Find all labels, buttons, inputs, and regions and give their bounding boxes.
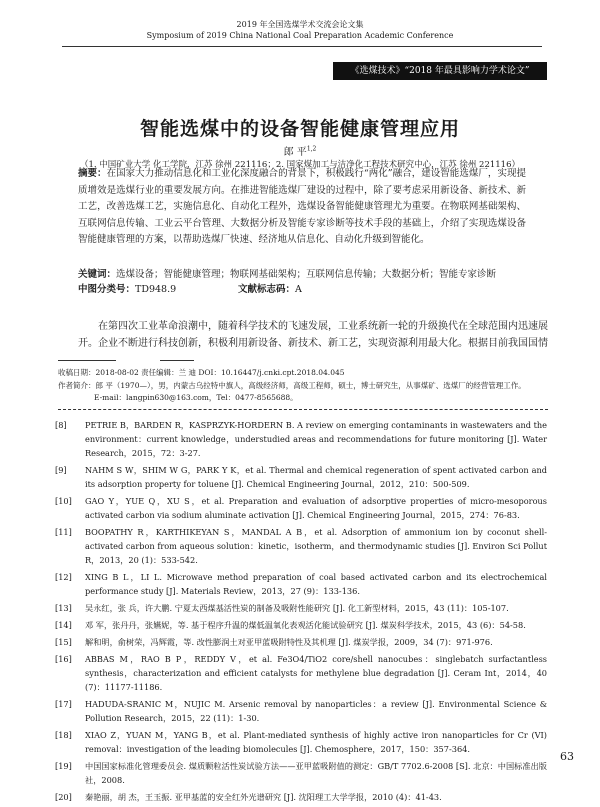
- running-header-en: Symposium of 2019 China National Coal Preparation Academic Conference: [146, 31, 454, 40]
- reference-item: [55, 463, 547, 491]
- reference-text: 秦艳丽，胡 杰，王玉振. 亚甲基蓝的安全红外光谱研究 [J]. 沈阳理工大学学报，2010 (4)：41-43.: [85, 792, 442, 802]
- reference-number: [11]: [55, 527, 72, 537]
- reference-item: [55, 652, 547, 694]
- reference-item: [55, 759, 547, 787]
- reference-number: [9]: [55, 465, 67, 475]
- paper-title: 智能选煤中的设备智能健康管理应用: [139, 118, 460, 140]
- award-banner: 《选煤技术》“2018 年最具影响力学术论文”: [333, 62, 547, 80]
- author-name: 郎 平: [283, 147, 307, 158]
- keywords-text: 选煤设备；智能健康管理；物联网基础架构；互联网信息传输；大数据分析；智能专家诊断: [116, 269, 497, 280]
- running-header-cn: 2019 年全国选煤学术交流会论文集: [236, 20, 364, 29]
- reference-number: [19]: [55, 761, 72, 771]
- reference-number: [17]: [55, 699, 72, 709]
- reference-number: [15]: [55, 637, 72, 647]
- footnote-contact: E-mail：langpin630@163.com，Tel：0477-8565688。: [94, 393, 298, 402]
- affiliation: （1. 中国矿业大学 化工学院，江苏 徐州 221116；2. 国家煤加工与洁净化工程技术研究中心，江苏 徐州 221116）: [79, 160, 521, 170]
- reference-number: [18]: [55, 730, 72, 740]
- keywords: [78, 268, 538, 281]
- footnote-received: 收稿日期：2018-08-02 责任编辑：兰 迪 DOI：10.16447/j.cnki.cpt.2018.04.045: [58, 368, 345, 377]
- page-number: 63: [560, 750, 574, 763]
- document-code-value: A: [295, 284, 302, 295]
- reference-item: [55, 728, 547, 756]
- document-code: [238, 283, 302, 296]
- reference-text: 邓 军，张丹丹，张嬿妮，等. 基于程序升温的煤低温氧化表观活化能试验研究 [J]. 煤炭科学技术，2015，43 (6)：54-58.: [85, 620, 526, 630]
- reference-text: BOOPATHY R，KARTHIKEYAN S，MANDAL A B，et al. Adsorption of ammonium ion by coconut shell-activated carbon from aqueous solution：kinetic，isotherm，and thermodynamic studies [J]. Environ Sci Pollut R，2013，20 (1)：533-542.: [85, 527, 547, 565]
- reference-item: [55, 601, 547, 615]
- footnotes: [58, 367, 548, 405]
- reference-item: [55, 618, 547, 632]
- abstract-label: 摘要：: [78, 168, 107, 179]
- reference-text: 吴永红，张 兵，许大鹏. 宁夏太西煤基活性炭的制备及吸附性能研究 [J]. 化工新型材料，2015，43 (11)：105-107.: [85, 603, 509, 613]
- reference-item: [55, 418, 547, 460]
- reference-number: [10]: [55, 496, 72, 506]
- keywords-label: 关键词：: [78, 269, 117, 280]
- reference-text: 中国国家标准化管理委员会. 煤质颗粒活性炭试验方法——亚甲蓝吸附值的测定：GB/T 7702.6-2008 [S]. 北京：中国标准出版社，2008.: [85, 761, 547, 785]
- footnote-rule: [160, 360, 194, 361]
- reference-number: [16]: [55, 654, 72, 664]
- reference-text: NAHM S W，SHIM W G，PARK Y K，et al. Thermal and chemical regeneration of spent activated carbon and its adsorption property for toluene [J]. Chemical Engineering Journal，2012，210：500-509.: [85, 465, 547, 489]
- abstract: [78, 166, 526, 249]
- classification-label: 中图分类号：: [78, 284, 136, 295]
- author: [0, 143, 600, 158]
- author-affil-marks: 1,2: [306, 145, 317, 153]
- document-code-label: 文献标志码：: [238, 284, 296, 295]
- reference-number: [14]: [55, 620, 72, 630]
- reference-text: ABBAS M，RAO B P，REDDY V，et al. Fe3O4/TiO2 core/shell nanocubes：singlebatch surfactantless synthesis，characterization and efficient catalysts for methylene blue degradation [J]. Ceram Int，2014，40 (7)：11177-11186.: [85, 654, 547, 692]
- reference-item: [55, 525, 547, 567]
- classification: [78, 283, 176, 296]
- reference-text: 解和明，俞树荣，冯辉霞，等. 改性膨润土对亚甲蓝吸附特性及其机理 [J]. 煤炭学报，2009，34 (7)：971-976.: [85, 637, 493, 647]
- reference-list: [55, 418, 547, 807]
- reference-number: [8]: [55, 420, 67, 430]
- reference-item: [55, 635, 547, 649]
- reference-item: [55, 494, 547, 522]
- section-divider: [58, 409, 548, 410]
- body-paragraph: 在第四次工业革命浪潮中，随着科学技术的飞速发展，工业系统新一轮的升级换代在全球范围内迅速展开。企业不断进行科技创新，积极利用新设备、新技术、新工艺，实现资源利用最大化。根据目前我国国情: [78, 321, 548, 349]
- abstract-text: 在国家大力推动信息化和工业化深度融合的背景下，积极践行“两化”融合，建设智能选煤厂，实现提质增效是选煤行业的重要发展方向。在推进智能选煤厂建设的过程中，除了要考虑采用新设备、新技术、新工艺，改善选煤工艺，实施信息化、自动化工程外，选煤设备智能健康管理尤为重要。在物联网基础架构、互联网信息传输、工业云平台管理、大数据分析及智能专家诊断等技术手段的基础上，介绍了实现选煤设备智能健康管理的方案，以帮助选煤厂快速、经济地从信息化、自动化升级到智能化。: [78, 168, 526, 245]
- reference-text: HADUDA-SRANIC M，NUJIC M. Arsenic removal by nanoparticles：a review [J]. Environmental Science & Pollution Research，2015，22 (11)：1-30.: [85, 699, 547, 723]
- reference-text: XIAO Z，YUAN M，YANG B，et al. Plant-mediated synthesis of highly active iron nanoparticles for Cr (VI) removal：investigation of the leading biomolecules [J]. Chemosphere，2017，150：357-364.: [85, 730, 547, 754]
- reference-number: [12]: [55, 572, 72, 582]
- footnote-bio: 作者简介：郎 平（1970—），男，内蒙古乌拉特中旗人，高级经济师，高级工程师，硕士，博士研究生，从事煤矿、选煤厂的经营管理工作。: [58, 380, 526, 390]
- reference-item: [55, 697, 547, 725]
- footnote-rule: [58, 360, 116, 361]
- classification-value: TD948.9: [135, 284, 177, 295]
- reference-number: [20]: [55, 792, 72, 802]
- reference-text: GAO Y，YUE Q，XU S，et al. Preparation and evaluation of adsorptive properties of micro-mesoporous activated carbon via sodium aluminate activation [J]. Chemical Engineering Journal，2015，274：76-83.: [85, 496, 547, 520]
- reference-item: [55, 570, 547, 598]
- reference-text: PETRIE B，BARDEN R，KASPRZYK-HORDERN B. A review on emerging contaminants in wastewaters and the environment：current knowledge，understudied areas and recommendations for future monitoring [J]. Water Research，2015，72：3-27.: [85, 420, 547, 458]
- reference-number: [13]: [55, 603, 72, 613]
- reference-text: XING B L，LI L. Microwave method preparation of coal based activated carbon and its electrochemical performance study [J]. Materials Review，2013，27 (9)：133-136.: [85, 572, 547, 596]
- header-rule: [62, 46, 542, 47]
- reference-item: [55, 790, 547, 804]
